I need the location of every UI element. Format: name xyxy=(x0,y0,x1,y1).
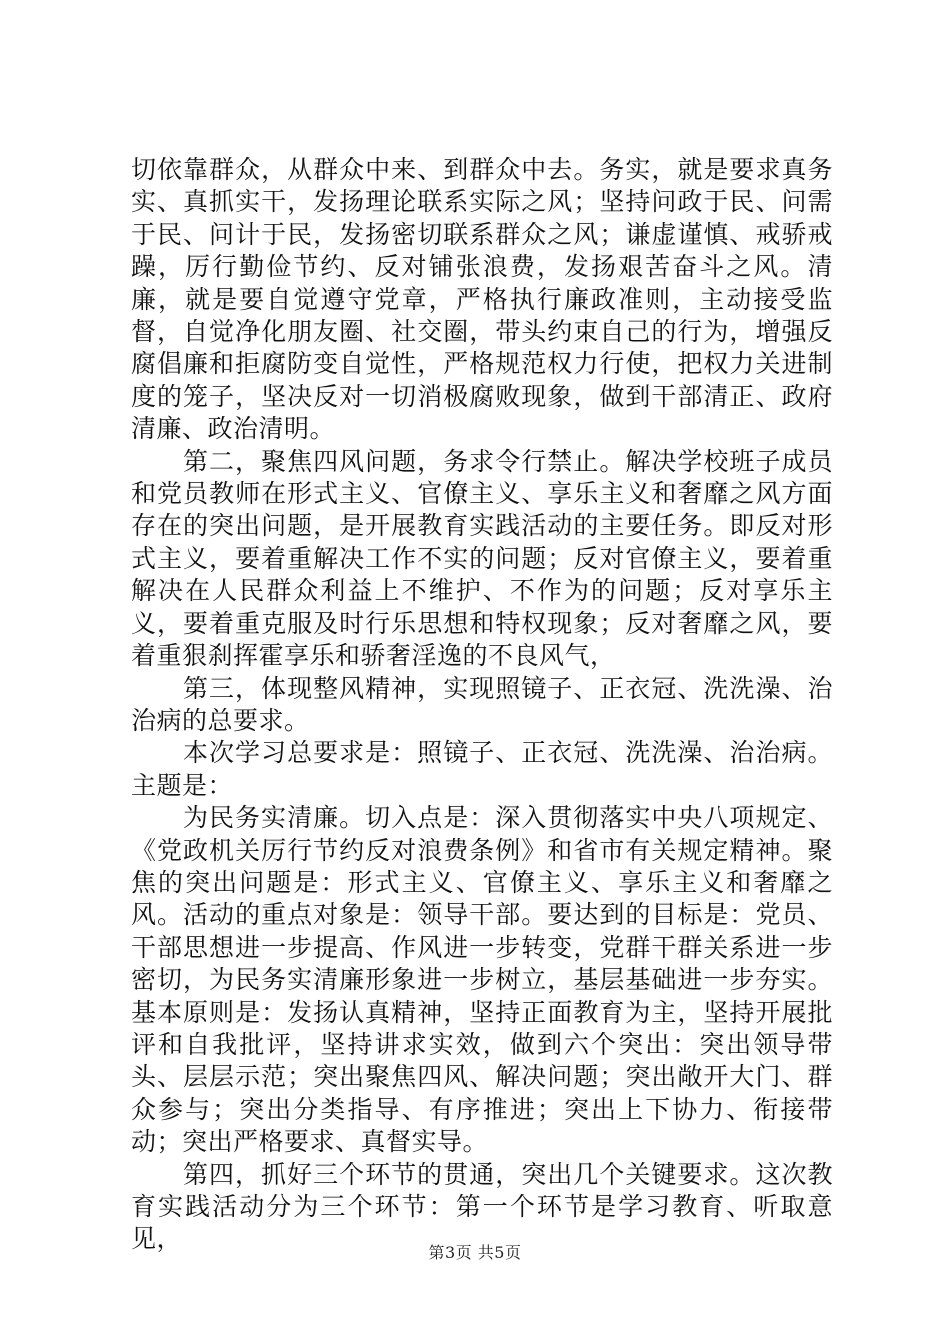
paragraph: 本次学习总要求是：照镜子、正衣冠、洗洗澡、治治病。主题是： xyxy=(131,738,833,800)
page-footer: 第3页 共5页 xyxy=(428,1243,522,1262)
document-body xyxy=(131,154,833,1256)
paragraph: 切依靠群众，从群众中来、到群众中去。务实，就是要求真务实、真抓实干，发扬理论联系实际之风；坚持问政于民、问需于民、问计于民，发扬密切联系群众之风；谦虚谨慎、戒骄戒躁，厉行勤俭节约、反对铺张浪费，发扬艰苦奋斗之风。清廉，就是要自觉遵守党章，严格执行廉政准则，主动接受监督，自觉净化朋友圈、社交圈，带头约束自己的行为，增强反腐倡廉和拒腐防变自觉性，严格规范权力行使，把权力关进制度的笼子，坚决反对一切消极腐败现象，做到干部清正、政府清廉、政治清明。 xyxy=(131,155,833,444)
paragraph: 第二，聚焦四风问题，务求令行禁止。解决学校班子成员和党员教师在形式主义、官僚主义、享乐主义和奢靡之风方面存在的突出问题，是开展教育实践活动的主要任务。即反对形式主义，要着重解决工作不实的问题；反对官僚主义，要着重解决在人民群众利益上不维护、不作为的问题；反对享乐主义，要着重克服及时行乐思想和特权现象；反对奢靡之风，要着重狠刹挥霍享乐和骄奢淫逸的不良风气， xyxy=(131,446,833,671)
paragraph: 第三，体现整风精神，实现照镜子、正衣冠、洗洗澡、治治病的总要求。 xyxy=(131,673,833,735)
paragraph: 为民务实清廉。切入点是：深入贯彻落实中央八项规定、《党政机关厉行节约反对浪费条例》和省市有关规定精神。聚焦的突出问题是：形式主义、官僚主义、享乐主义和奢靡之风。活动的重点对象是：领导干部。要达到的目标是：党员、干部思想进一步提高、作风进一步转变，党群干群关系进一步密切，为民务实清廉形象进一步树立，基层基础进一步夯实。基本原则是：发扬认真精神，坚持正面教育为主，坚持开展批评和自我批评，坚持讲求实效，做到六个突出：突出领导带头、层层示范；突出聚焦四风、解决问题；突出敞开大门、群众参与；突出分类指导、有序推进；突出上下协力、衔接带动；突出严格要求、真督实导。 xyxy=(131,803,833,1157)
paragraph: 第四，抓好三个环节的贯通，突出几个关键要求。这次教育实践活动分为三个环节：第一个环节是学习教育、听取意见， xyxy=(131,1159,833,1254)
